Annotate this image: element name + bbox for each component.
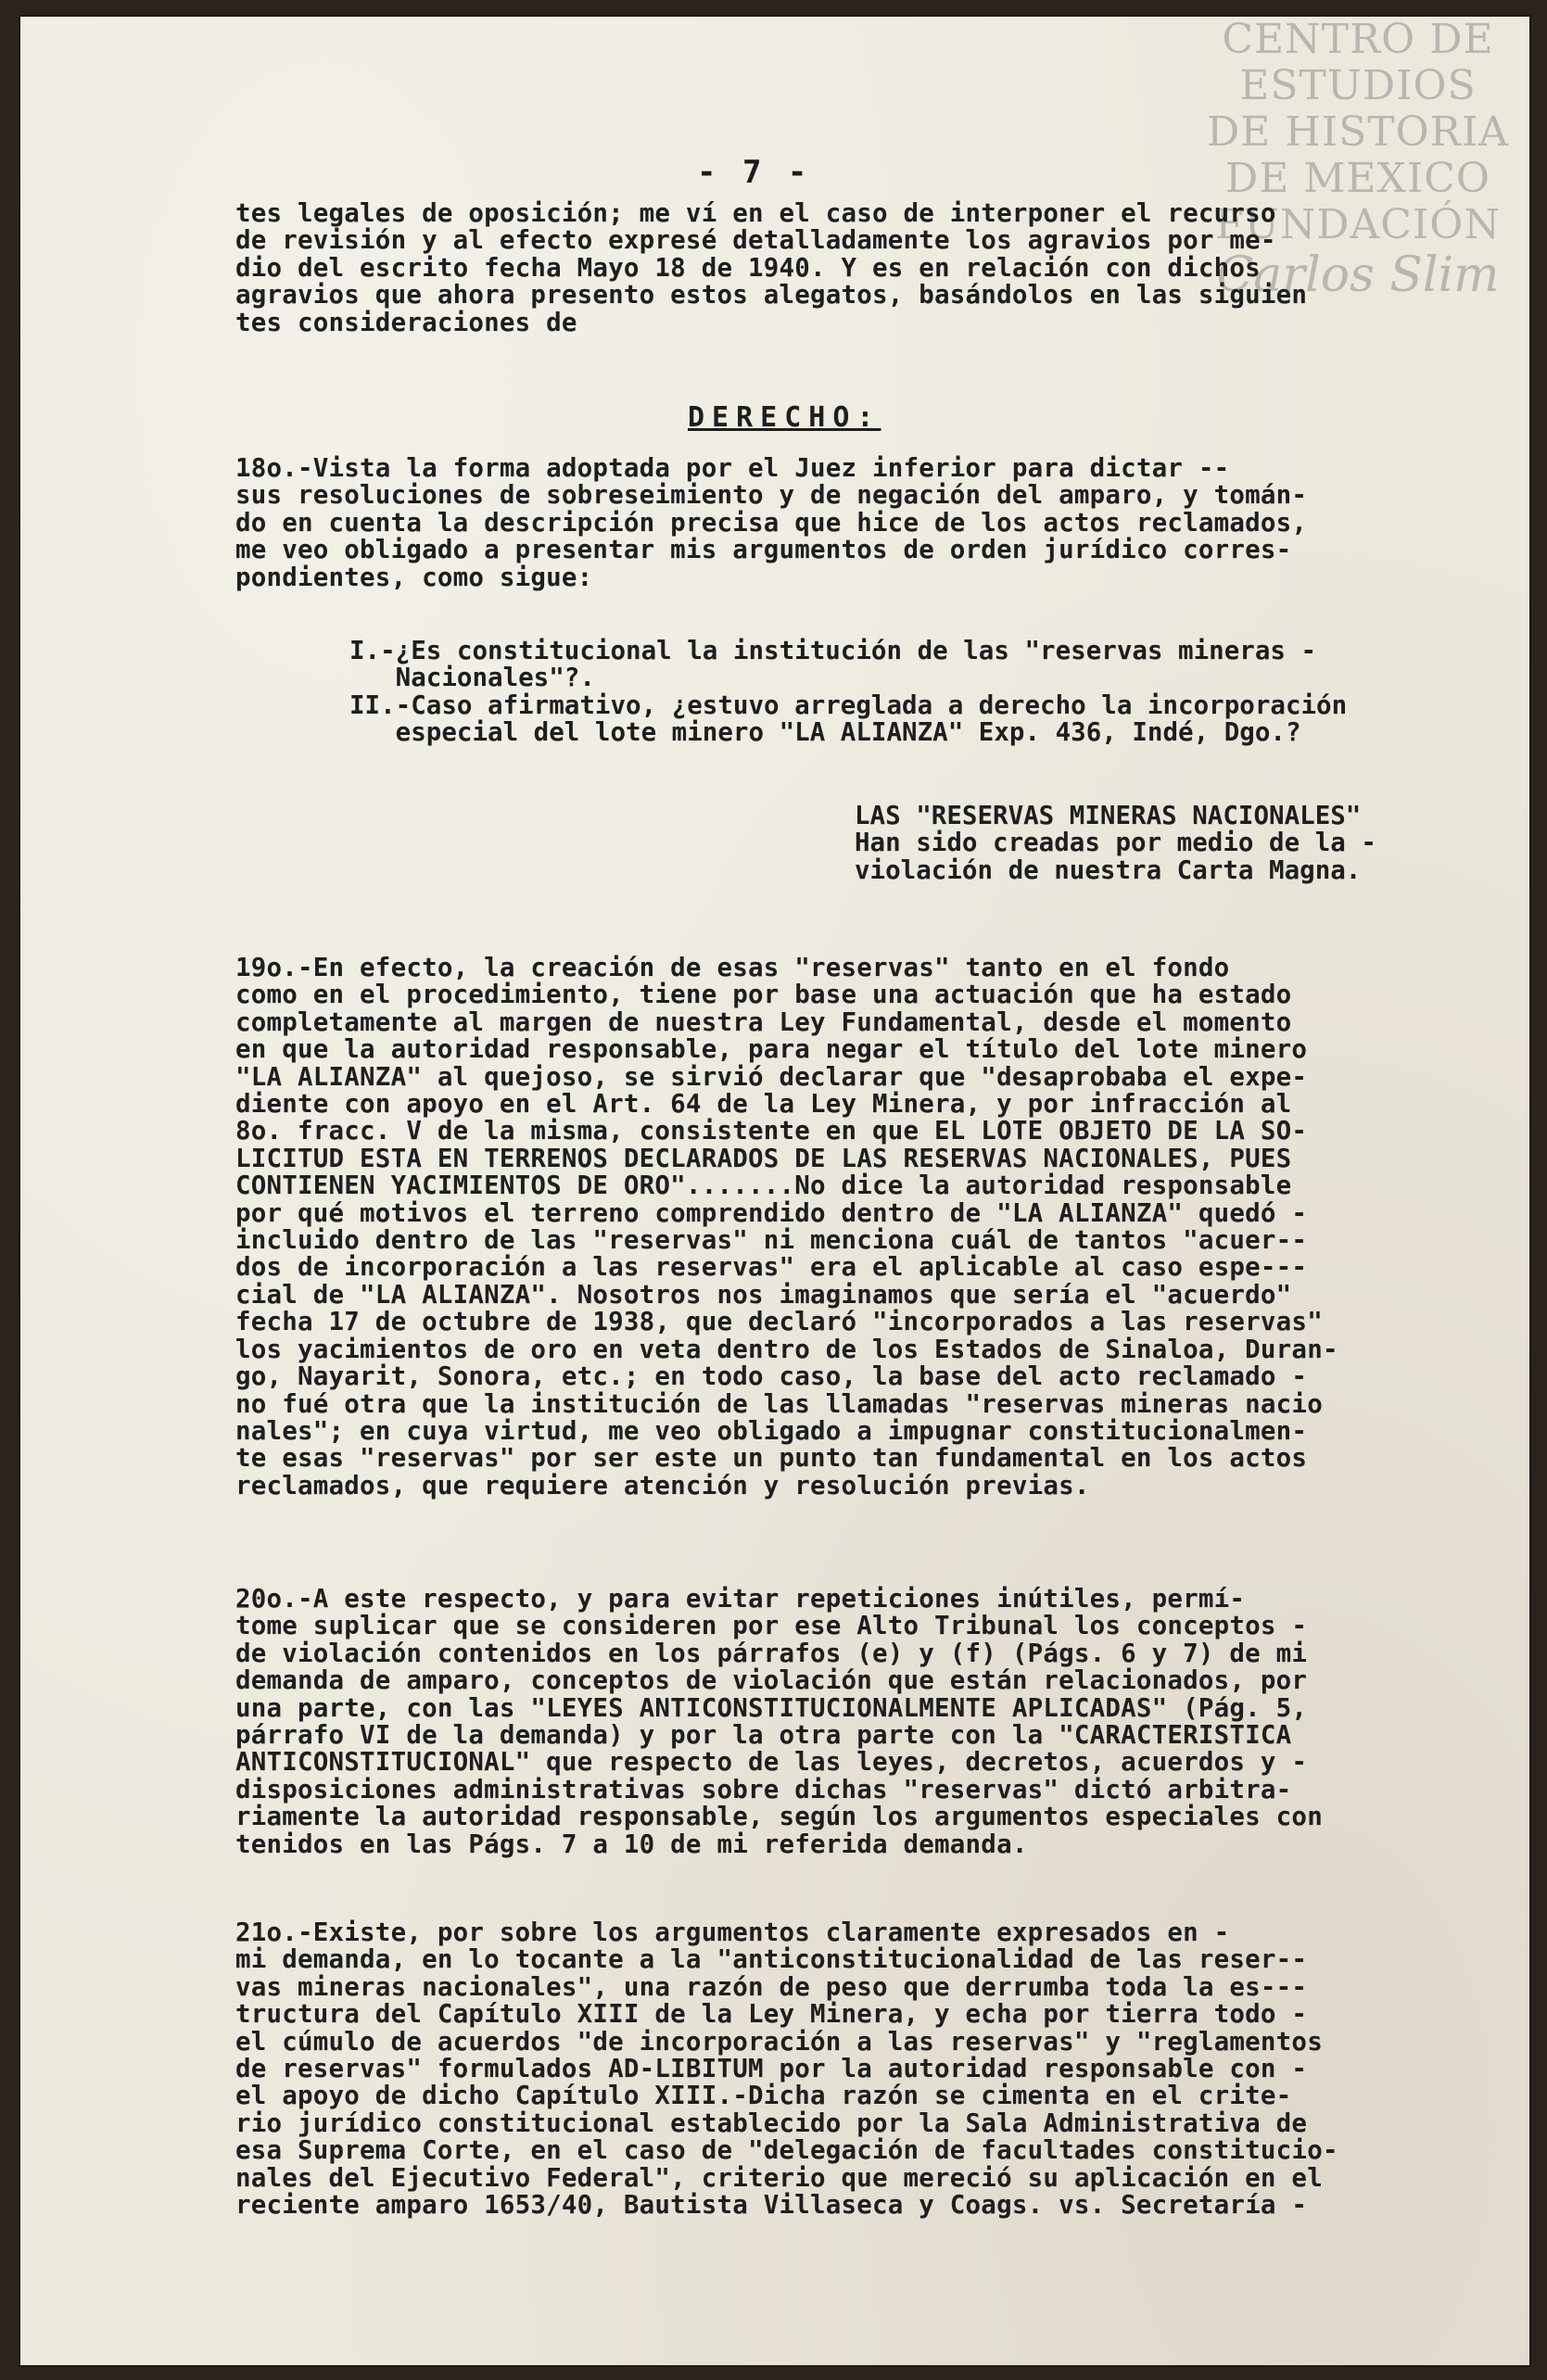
paragraph-21: 21o.-Existe, por sobre los argumentos claramente expresados en - mi demanda, en lo tocante a la "anticonstitucionalidad de las reser-- vas mineras nacionales", una razón de peso que derrumba toda la es--- tructura del Capítulo XIII de la Ley Minera, y echa por tierra todo - el cúmulo de acuerdos "de incorporación a las reservas" y "reglamentos de reservas" formulados AD-LIBITUM por la autoridad responsable con - el apoyo de dicho Capítulo XIII.-Dicha razón se cimenta en el crite- rio jurídico constitucional establecido por la Sala Administrativa de esa Suprema Corte, en el caso de "delegación de facultades constitucio- nales del Ejecutivo Federal", criterio que mereció su aplicación en el reciente amparo 1653/40, Bautista Villaseca y Coags. vs. Secretaría - <box>235 1918 1338 2221</box>
watermark-line-3: DE HISTORIA <box>1207 108 1509 156</box>
section-heading: DERECHO: <box>688 401 881 434</box>
questions-list: I.-¿Es constitucional la institución de las "reservas mineras - Nacionales"?. II.-Caso afirmativo, ¿estuvo arreglada a derecho la incorporación especial del lote minero "LA ALIANZA" Exp. 436, Indé, Dgo.? <box>349 636 1348 748</box>
paragraph-19: 19o.-En efecto, la creación de esas "reservas" tanto en el fondo como en el procedimiento, tiene por base una actuación que ha estado completamente al margen de nuestra Ley Fundamental, desde el momento en que la autoridad responsable, para negar el título del lote minero "LA ALIANZA" al quejoso, se sirvió declarar que "desaprobaba el expe- diente con apoyo en el Art. 64 de la Ley Minera, y por infracción al 8o. fracc. V de la misma, consistente en que EL LOTE OBJETO DE LA SO- LICITUD ESTA EN TERRENOS DECLARADOS DE LAS RESERVAS NACIONALES, PUES CONTIENEN YACIMIENTOS DE ORO".......No dice la autoridad responsable por qué motivos el terreno comprendido dentro de "LA ALIANZA" quedó - incluido dentro de las "reservas" ni menciona cuál de tantos "acuer-- dos de incorporación a las reservas" era el aplicable al caso espe--- cial de "LA ALIANZA". Nosotros nos imaginamos que sería el "acuerdo" fecha 17 de octubre de 1938, que declaró "incorporados a las reservas" los yacimientos de oro en veta dentro de los Estados de Sinaloa, Duran- go, Nayarit, Sonora, etc.; en todo caso, la base del acto reclamado - no fué otra que la institución de las llamadas "reservas mineras nacio nales"; en cuya virtud, me veo obligado a impugnar constitucionalmen- te esas "reservas" por ser este un punto tan fundamental en los actos reclamados, que requiere atención y resolución previas. <box>235 953 1338 1500</box>
page-number: - 7 - <box>697 154 811 191</box>
watermark-line-4: DE MEXICO <box>1225 155 1490 202</box>
paragraph-18: 18o.-Vista la forma adoptada por el Juez inferior para dictar -- sus resoluciones de sobreseimiento y de negación del amparo, y tomán- do en cuenta la descripción precisa que hice de los actos reclamados, me veo obligado a presentar mis argumentos de orden jurídico corres- pondientes, como sigue: <box>235 453 1308 592</box>
watermark-line-1: CENTRO DE <box>1222 16 1494 63</box>
watermark-signature: Carlos Slim <box>1216 247 1500 303</box>
subsection-heading: LAS "RESERVAS MINERAS NACIONALES" Han sido creadas por medio de la - violación de nuestra Carta Magna. <box>855 801 1376 885</box>
document-page <box>20 17 1529 2365</box>
watermark-line-5: FUNDACIÓN <box>1215 201 1501 248</box>
paragraph-20: 20o.-A este respecto, y para evitar repeticiones inútiles, permí- tome suplicar que se consideren por ese Alto Tribunal los conceptos - de violación contenidos en los párrafos (e) y (f) (Págs. 6 y 7) de mi demanda de amparo, conceptos de violación que están relacionados, por una parte, con las "LEYES ANTICONSTITUCIONALMENTE APLICADAS" (Pág. 5, párrafo VI de la demanda) y por la otra parte con la "CARACTERISTICA ANTICONSTITUCIONAL" que respecto de las leyes, decretos, acuerdos y - disposiciones administrativas sobre dichas "reservas" dictó arbitra- riamente la autoridad responsable, según los argumentos especiales con tenidos en las Págs. 7 a 10 de mi referida demanda. <box>235 1584 1323 1859</box>
intro-paragraph: tes legales de oposición; me ví en el caso de interponer el recurso de revisión y al efecto expresé detalladamente los agravios por me- dio del escrito fecha Mayo 18 de 1940. Y es en relación con dichos agravios que ahora presento estos alegatos, basándolos en las siguien tes consideraciones de <box>235 198 1308 337</box>
watermark-line-2: ESTUDIOS <box>1239 62 1477 109</box>
